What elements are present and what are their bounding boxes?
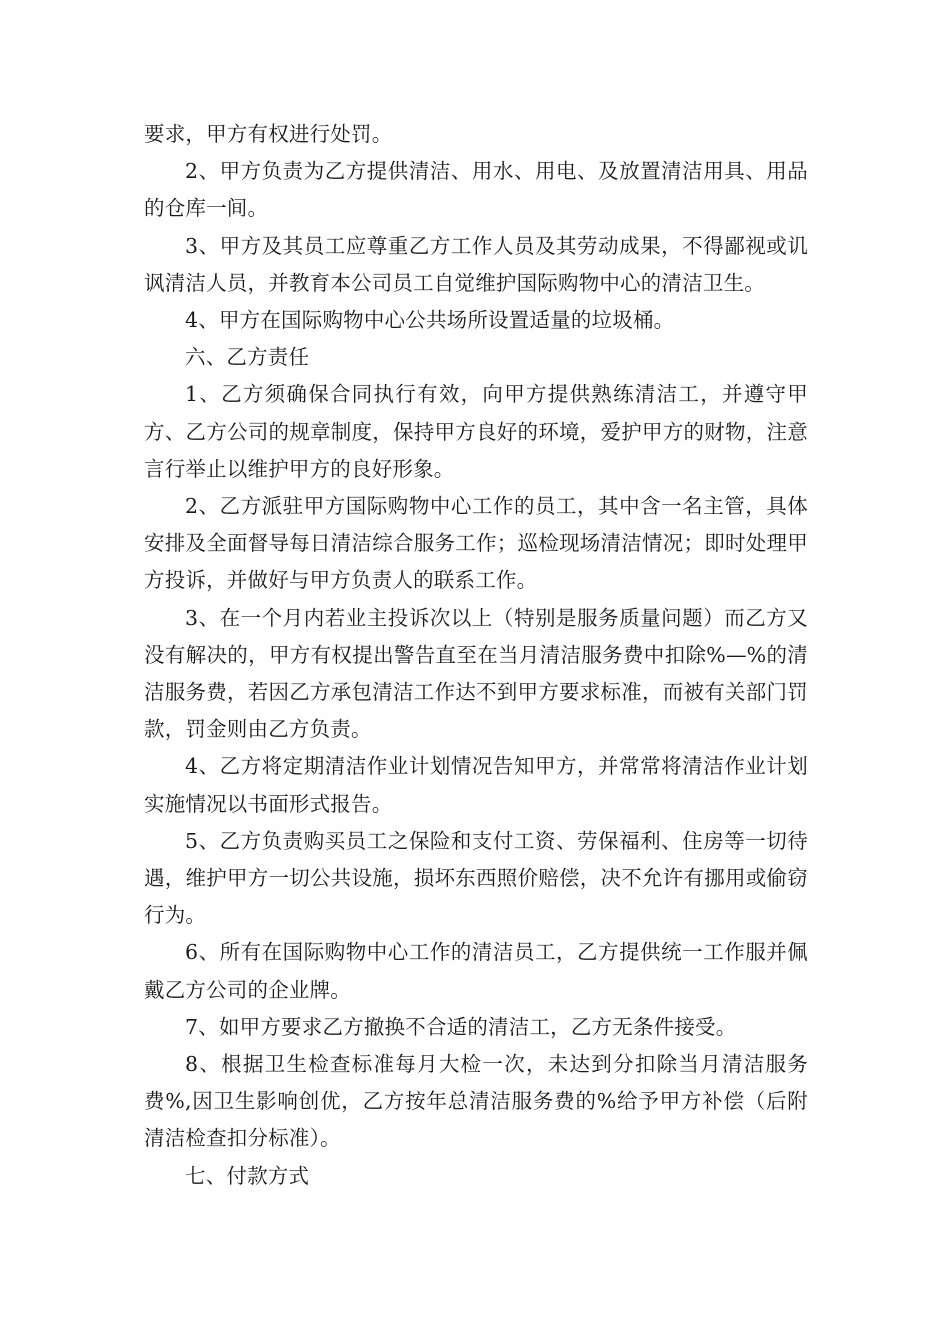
paragraph: 4、甲方在国际购物中心公共场所设置适量的垃圾桶。 — [185, 308, 675, 333]
section-heading: 七、付款方式 — [185, 1163, 310, 1188]
section-heading: 六、乙方责任 — [185, 345, 310, 370]
paragraph: 要求，甲方有权进行处罚。 — [144, 122, 393, 146]
document-body — [144, 116, 808, 1195]
paragraph: 2、甲方负责为乙方提供清洁、用水、用电、及放置清洁用具、用品的仓库一间。 — [144, 159, 808, 221]
paragraph: 4、乙方将定期清洁作业计划情况告知甲方，并常常将清洁作业计划实施情况以书面形式报告。 — [144, 754, 808, 816]
paragraph: 7、如甲方要求乙方撤换不合适的清洁工，乙方无条件接受。 — [185, 1014, 737, 1039]
paragraph: 2、乙方派驻甲方国际购物中心工作的员工，其中含一名主管，具体安排及全面督导每日清洁综合服务工作；巡检现场清洁情况；即时处理甲方投诉，并做好与甲方负责人的联系工作。 — [144, 494, 808, 593]
paragraph: 3、在一个月内若业主投诉次以上（特别是服务质量问题）而乙方又没有解决的，甲方有权提出警告直至在当月清洁服务费中扣除%—%的清洁服务费，若因乙方承包清洁工作达不到甲方要求标准，而被有关部门罚款，罚金则由乙方负责。 — [144, 605, 808, 742]
paragraph: 1、乙方须确保合同执行有效，向甲方提供熟练清洁工，并遵守甲方、乙方公司的规章制度，保持甲方良好的环境，爱护甲方的财物，注意言行举止以维护甲方的良好形象。 — [144, 382, 808, 481]
paragraph: 5、乙方负责购买员工之保险和支付工资、劳保福利、住房等一切待遇，维护甲方一切公共设施，损坏东西照价赔偿，决不允许有挪用或偷窃行为。 — [144, 828, 808, 928]
paragraph: 6、所有在国际购物中心工作的清洁员工，乙方提供统一工作服并佩戴乙方公司的企业牌。 — [144, 940, 808, 1002]
paragraph: 3、甲方及其员工应尊重乙方工作人员及其劳动成果，不得鄙视或讥讽清洁人员，并教育本公司员工自觉维护国际购物中心的清洁卫生。 — [144, 233, 808, 295]
paragraph: 8、根据卫生检查标准每月大检一次，未达到分扣除当月清洁服务费%,因卫生影响创优，乙方按年总清洁服务费的%给予甲方补偿（后附清洁检查扣分标准）。 — [144, 1052, 808, 1151]
